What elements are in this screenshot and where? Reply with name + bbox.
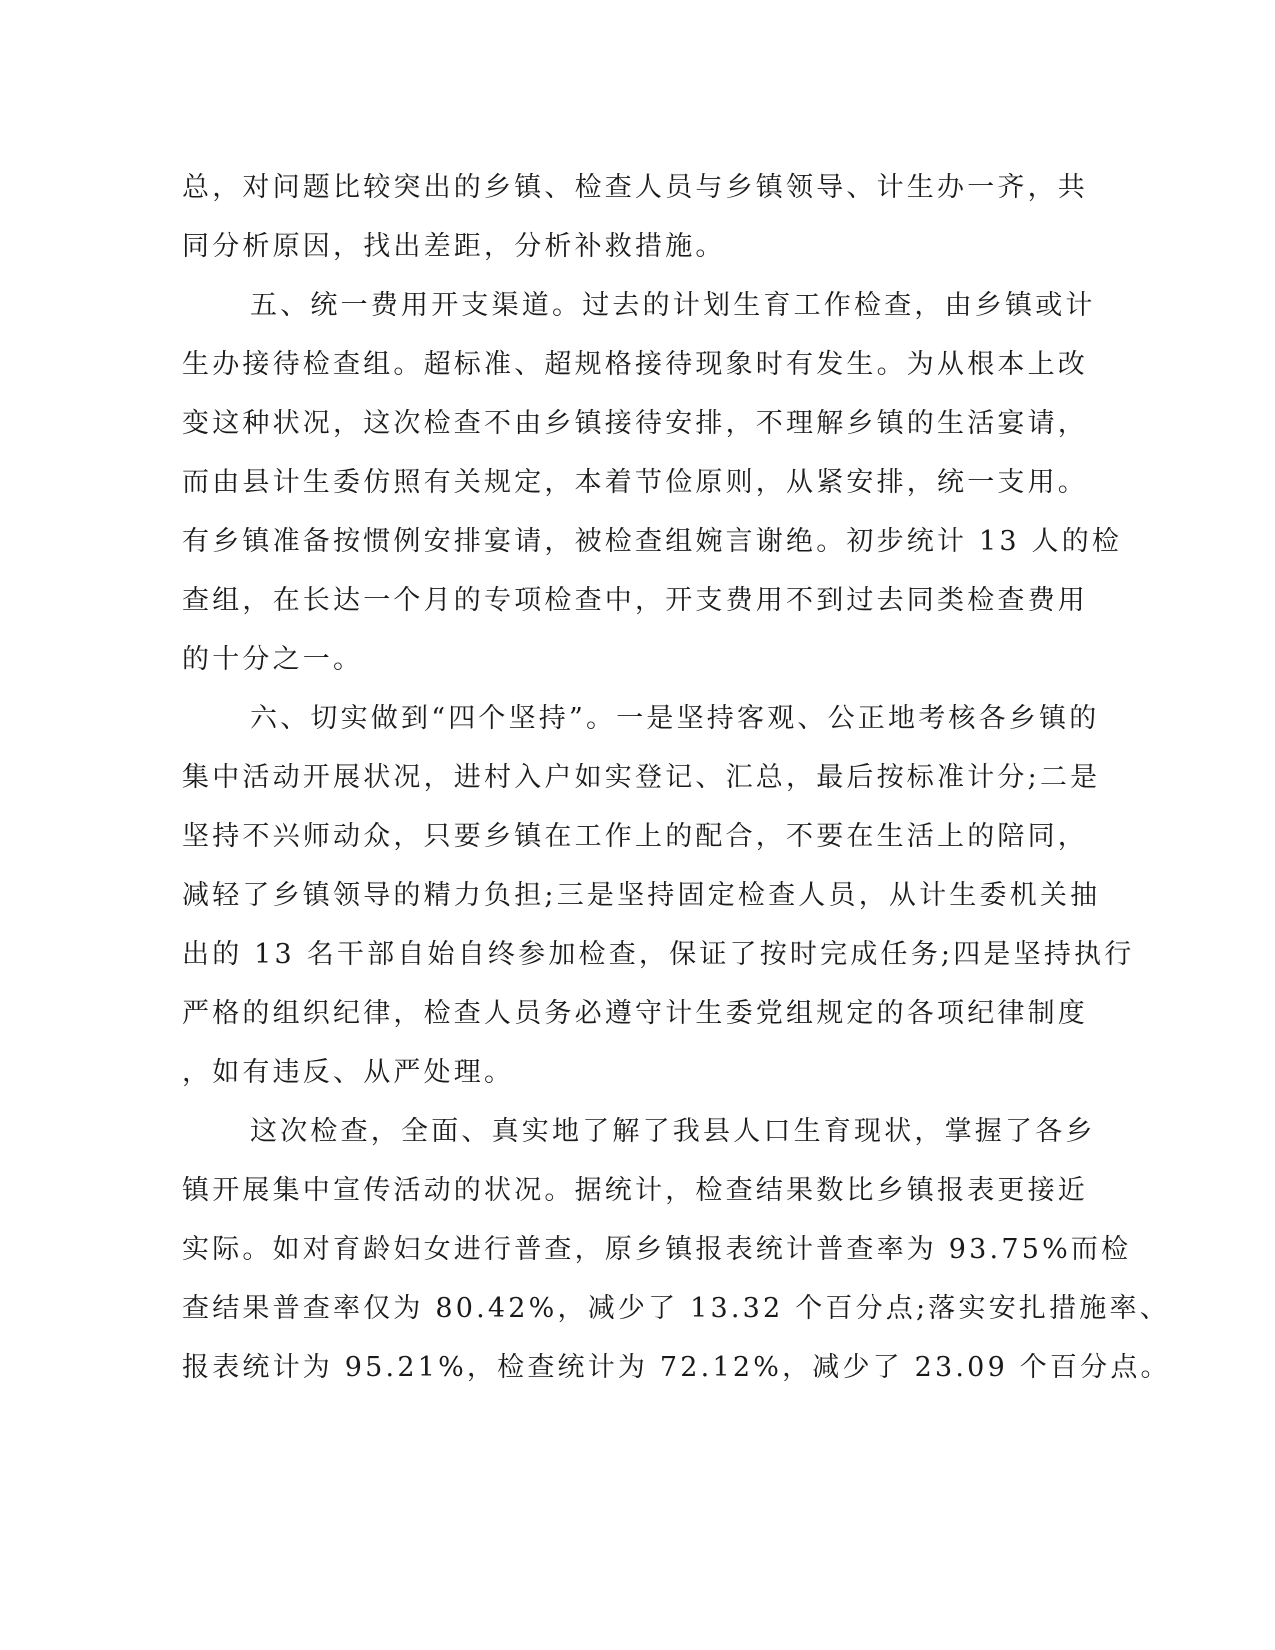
text-line: ，如有违反、从严处理。 — [182, 1057, 515, 1088]
paragraph-start-line: 这次检查，全面、真实地了解了我县人口生育现状，掌握了各乡 — [250, 1116, 1096, 1147]
text-line: 坚持不兴师动众，只要乡镇在工作上的配合，不要在生活上的陪同， — [182, 821, 1088, 852]
text-line: 有乡镇准备按惯例安排宴请，被检查组婉言谢绝。初步统计 13 人的检 — [182, 526, 1123, 557]
text-line: 集中活动开展状况，进村入户如实登记、汇总，最后按标准计分;二是 — [182, 762, 1101, 793]
text-line: 的十分之一。 — [182, 644, 364, 675]
body-text — [182, 158, 1171, 1397]
text-line: 实际。如对育龄妇女进行普查，原乡镇报表统计普查率为 93.75%而检 — [182, 1234, 1132, 1265]
text-line: 减轻了乡镇领导的精力负担;三是坚持固定检查人员，从计生委机关抽 — [182, 880, 1101, 911]
paragraph-start-line: 六、切实做到“四个坚持”。一是坚持客观、公正地考核各乡镇的 — [250, 703, 1100, 734]
text-line: 严格的组织纪律，检查人员务必遵守计生委党组规定的各项纪律制度 — [182, 998, 1088, 1029]
text-line: 查组，在长达一个月的专项检查中，开支费用不到过去同类检查费用 — [182, 585, 1088, 616]
text-line: 生办接待检查组。超标准、超规格接待现象时有发生。为从根本上改 — [182, 349, 1088, 380]
text-line: 报表统计为 95.21%，检查统计为 72.12%，减少了 23.09 个百分点。 — [182, 1352, 1171, 1383]
text-line: 出的 13 名干部自始自终参加检查，保证了按时完成任务;四是坚持执行 — [182, 939, 1135, 970]
text-line: 镇开展集中宣传活动的状况。据统计，检查结果数比乡镇报表更接近 — [182, 1175, 1088, 1206]
text-line: 而由县计生委仿照有关规定，本着节俭原则，从紧安排，统一支用。 — [182, 467, 1088, 498]
text-line: 同分析原因，找出差距，分析补救措施。 — [182, 231, 726, 262]
text-line: 查结果普查率仅为 80.42%，减少了 13.32 个百分点;落实安扎措施率、 — [182, 1293, 1170, 1324]
text-line: 变这种状况，这次检查不由乡镇接待安排，不理解乡镇的生活宴请， — [182, 408, 1088, 439]
text-line: 总，对问题比较突出的乡镇、检查人员与乡镇领导、计生办一齐，共 — [182, 172, 1088, 203]
paragraph-start-line: 五、统一费用开支渠道。过去的计划生育工作检查，由乡镇或计 — [250, 290, 1096, 321]
